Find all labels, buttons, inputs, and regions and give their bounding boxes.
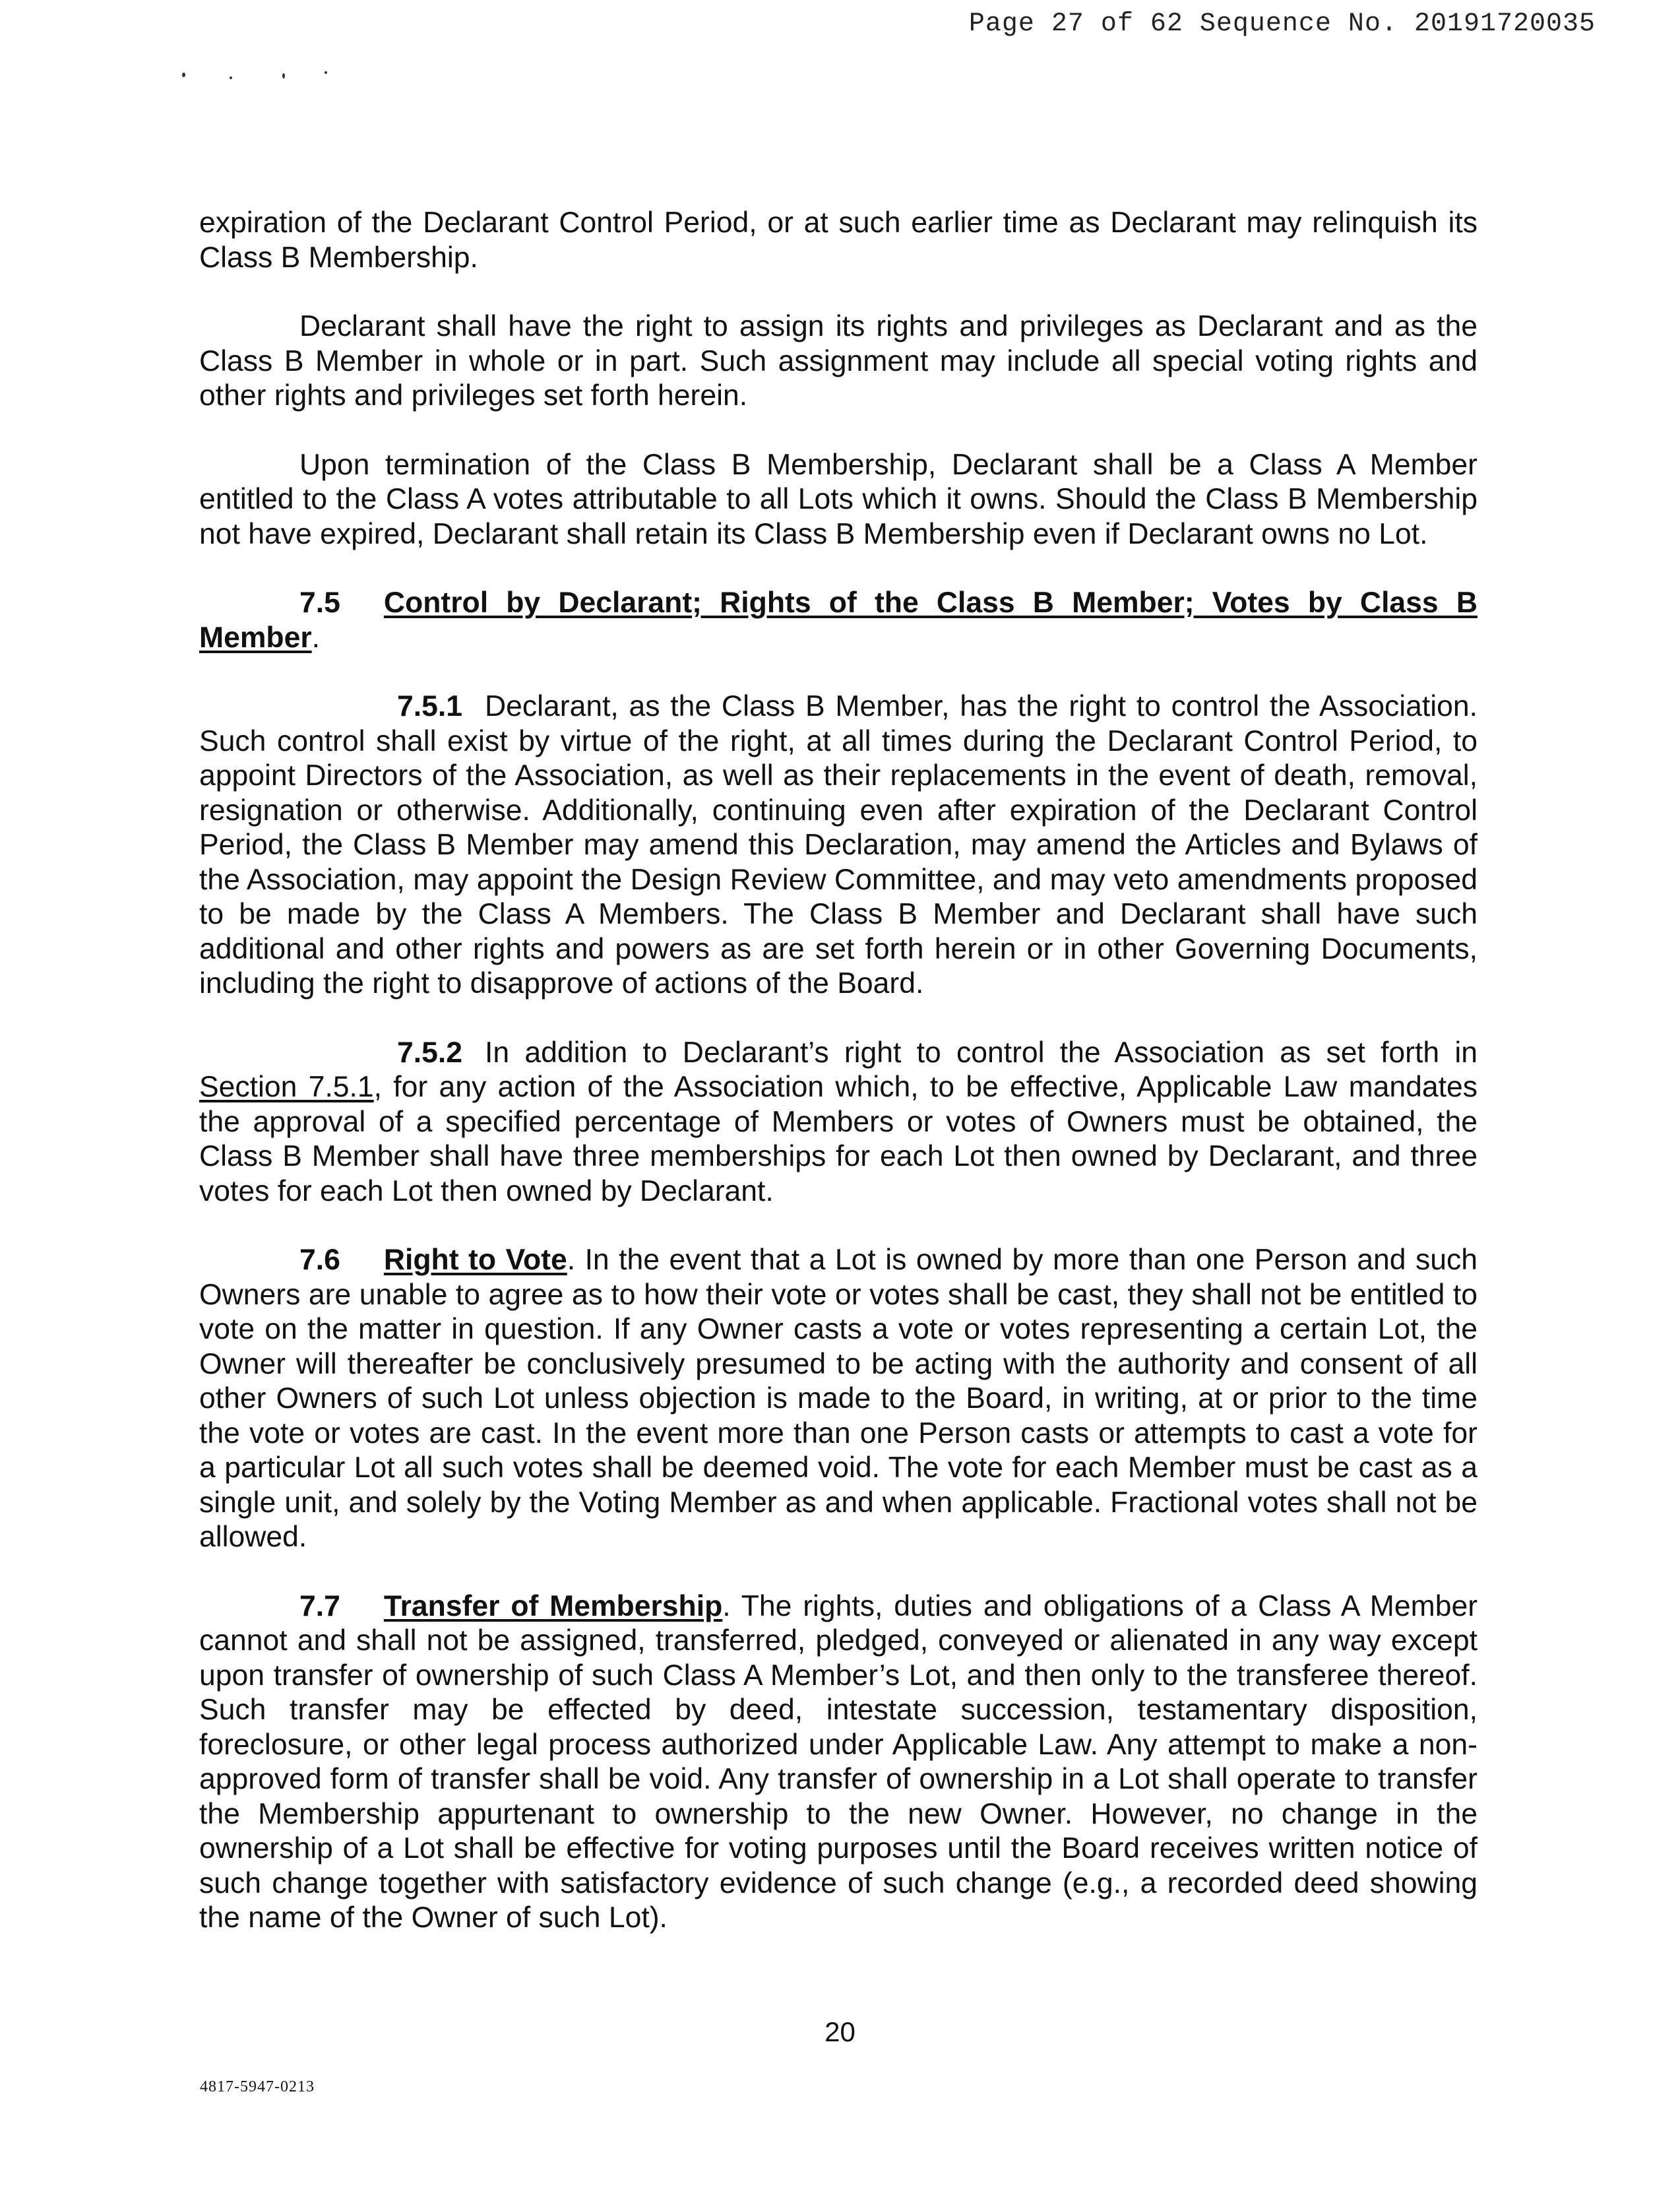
section-7-6 (199, 1243, 1478, 1555)
section-number: 7.6 (299, 1244, 340, 1276)
scan-speck (282, 73, 285, 79)
section-heading-period: . (311, 621, 321, 654)
section-text: . The rights, duties and obligations of a Class A Member cannot and shall not be assigned, transferred, pledged, conveyed or alienated in any way except upon transfer of ownership of such Class A Member’s Lot, and then only to the transferee thereof. Such transfer may be effected by deed, intestate succession, testamentary disposition, foreclosure, or other legal process authorized under Applicable Law. Any attempt to make a non-approved form of transfer shall be void. Any transfer of ownership in a Lot shall operate to transfer the Membership appurtenant to ownership to the new Owner. However, no change in the ownership of a Lot shall be effective for voting purposes until the Board receives written notice of such change together with satisfactory evidence of such change (e.g., a recorded deed showing the name of the Owner of such Lot). (199, 1589, 1478, 1934)
paragraph-continuation: expiration of the Declarant Control Period, or at such earlier time as Declarant may relinquish its Class B Membership. (199, 207, 1478, 274)
section-cross-reference: Section 7.5.1 (199, 1071, 374, 1103)
section-text: . In the event that a Lot is owned by more than one Person and such Owners are unable to agree as to how their vote or votes shall be cast, they shall not be entitled to vote on the matter in question. If any Owner casts a vote or votes representing a certain Lot, the Owner will thereafter be conclusively presumed to be acting with the authority and consent of all other Owners of such Lot unless objection is made to the Board, in writing, at or prior to the time the vote or votes are cast. In the event more than one Person casts or attempts to cast a vote for a particular Lot all such votes shall be deemed void. The vote for each Member must be cast as a single unit, and solely by the Voting Member as and when applicable. Fractional votes shall not be allowed. (199, 1244, 1478, 1553)
section-heading: Transfer of Membership (383, 1589, 723, 1622)
document-code: 4817-5947-0213 (200, 2078, 315, 2095)
page-number: 20 (824, 2016, 856, 2047)
scan-specks (178, 71, 336, 84)
section-heading: Control by Declarant; Rights of the Class B Member; Votes by Class B Member (199, 587, 1478, 654)
section-number: 7.5.1 (397, 690, 462, 722)
section-7-5-1 (199, 689, 1478, 1002)
section-text: Declarant, as the Class B Member, has the right to control the Association. Such control shall exist by virtue of the right, at all times during the Declarant Control Period, to appoint Directors of the Association, as well as their replacements in the event of death, removal, resignation or otherwise. Additionally, continuing even after expiration of the Declarant Control Period, the Class B Member may amend this Declaration, may amend the Articles and Bylaws of the Association, may appoint the Design Review Committee, and may veto amendments proposed to be made by the Class A Members. The Class B Member and Declarant shall have such additional and other rights and powers as are set forth herein or in other Governing Documents, including the right to disapprove of actions of the Board. (199, 690, 1478, 1000)
scan-speck (325, 71, 327, 74)
sequence-header: Page 27 of 62 Sequence No. 20191720035 (968, 9, 1596, 39)
section-number: 7.5 (299, 587, 340, 619)
document-body (199, 206, 1478, 1970)
scan-speck (230, 77, 232, 79)
section-7-7 (199, 1589, 1478, 1936)
paragraph-assignment: Declarant shall have the right to assign its rights and privileges as Declarant and as the Class B Member in whole or in part. Such assignment may include all special voting rights and other rights and privileges set forth herein. (199, 310, 1478, 412)
section-number: 7.7 (299, 1589, 340, 1622)
scan-speck (182, 73, 185, 77)
paragraph-termination: Upon termination of the Class B Membership, Declarant shall be a Class A Member entitled to the Class A votes attributable to all Lots which it owns. Should the Class B Membership not have expired, Declarant shall retain its Class B Membership even if Declarant owns no Lot. (199, 448, 1478, 550)
section-heading: Right to Vote (383, 1244, 567, 1276)
section-text: , for any action of the Association which, to be effective, Applicable Law mandates the approval of a specified percentage of Members or votes of Owners must be obtained, the Class B Member shall have three memberships for each Lot then owned by Declarant, and three votes for each Lot then owned by Declarant. (199, 1071, 1478, 1207)
section-text: In addition to Declarant’s right to control the Association as set forth in (484, 1036, 1478, 1069)
section-number: 7.5.2 (397, 1036, 462, 1069)
section-7-5 (199, 586, 1478, 655)
section-7-5-2 (199, 1036, 1478, 1209)
